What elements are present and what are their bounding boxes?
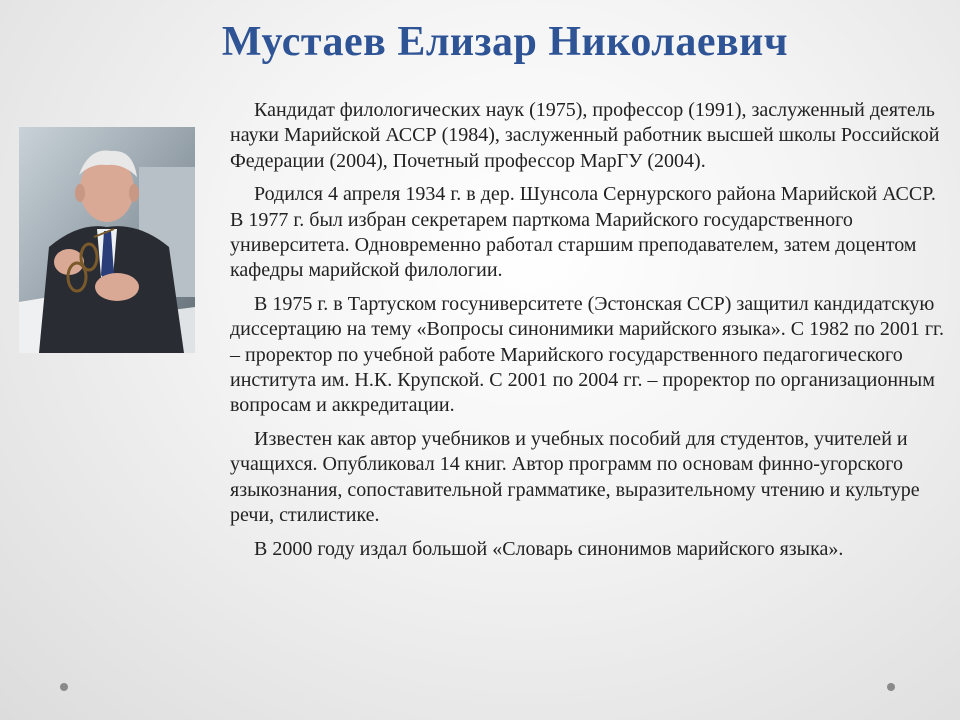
- paragraph-dissertation: В 1975 г. в Тартуском госуниверситете (Эстонская ССР) защитил кандидатскую диссертацию на тему «Вопросы синонимики марийского языка». С 1982 по 2001 гг. – проректор по учебной работе Марийского государственного педагогического института им. Н.К. Крупской. С 2001 по 2004 гг. – проректор по организационным вопросам и аккредитации.: [230, 292, 944, 417]
- portrait-photo: [19, 127, 195, 353]
- slide-title: Мустаев Елизар Николаевич: [221, 19, 789, 65]
- paragraph-publications: Известен как автор учебников и учебных пособий для студентов, учителей и учащихся. Опубликовал 14 книг. Автор программ по основам финно-угорского языкознания, сопоставительной грамматике, выразительному чтению и культуре речи, стилистике.: [230, 427, 920, 527]
- left-dot-decoration: [60, 683, 68, 691]
- biography-text: [230, 98, 946, 570]
- paragraph-birth-career: Родился 4 апреля 1934 г. в дер. Шунсола Сернурского района Марийской АССР. В 1977 г. был избран секретарем парткома Марийского государственного университета. Одновременно работал старшим преподавателем, затем доцентом кафедры марийской филологии.: [230, 183, 936, 282]
- paragraph-degrees: Кандидат филологических наук (1975), профессор (1991), заслуженный деятель науки Марийской АССР (1984), заслуженный работник высшей школы Российской Федерации (2004), Почетный профессор МарГУ (2004).: [230, 99, 940, 172]
- paragraph-dictionary: В 2000 году издал большой «Словарь синонимов марийского языка».: [254, 537, 844, 560]
- right-dot-decoration: [887, 683, 895, 691]
- portrait-illustration: [19, 127, 195, 353]
